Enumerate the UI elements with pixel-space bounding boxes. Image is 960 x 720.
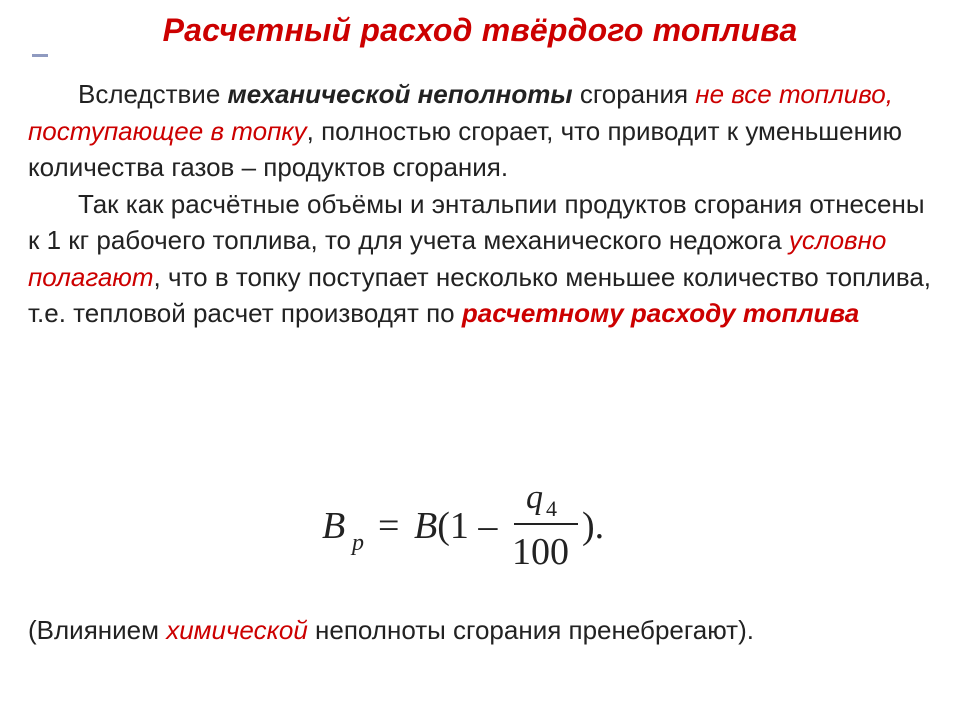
p2-text-1: Так как расчётные объёмы и энтальпии продуктов сгорания отнесены к 1 кг рабочего топлива, то для учета механического недожога — [28, 188, 925, 255]
slide-title: Расчетный расход твёрдого топлива — [162, 12, 798, 48]
footer-text-1: (Влиянием — [28, 615, 167, 645]
footer-text-2: неполноты сгорания пренебрегают). — [307, 615, 754, 645]
footer-emphasis-chemical: химической — [166, 615, 308, 645]
p2-emphasis-calculated-consumption: расчетному расходу топлива — [461, 298, 860, 328]
paragraph-calculated-fuel-cont — [28, 295, 943, 332]
formula-B: B — [322, 505, 346, 547]
footer-note — [28, 612, 943, 649]
p2-text-3: т.е. тепловой расчет производят по — [28, 298, 462, 328]
formula-rhs-B: B — [414, 505, 438, 547]
formula-numerator-q: q — [526, 479, 543, 516]
p1-emphasis-not-all-fuel: не все топливо, поступающее в топку — [28, 79, 893, 146]
formula-rhs — [414, 504, 497, 548]
slide-body — [28, 76, 943, 332]
p2-emphasis-conditionally: условно полагают — [28, 225, 887, 292]
p1-text-3: , полностью сгорает, что приводит к уменьшению количества газов – продуктов сгорания. — [28, 115, 902, 182]
formula-numerator-subscript: 4 — [546, 496, 557, 521]
formula-rhs-open: (1 – — [437, 505, 498, 547]
p2-text-2: , что в топку поступает несколько меньшее количество топлива, — [153, 261, 932, 292]
p1-text-1: Вследствие — [78, 79, 228, 109]
p1-text-2: сгорания — [572, 79, 696, 109]
formula-fraction-bar — [514, 523, 578, 525]
formula-calculated-consumption — [310, 478, 640, 588]
p1-emphasis-mechanical: механической неполноты — [227, 79, 573, 109]
paragraph-calculated-fuel — [28, 186, 943, 296]
corner-mark — [32, 54, 48, 57]
formula-equals: = — [378, 505, 400, 547]
formula-subscript-p: p — [352, 530, 364, 556]
formula-denominator: 100 — [512, 531, 569, 573]
formula-close: ). — [582, 505, 605, 547]
paragraph-mechanical-incompleteness — [28, 76, 943, 186]
